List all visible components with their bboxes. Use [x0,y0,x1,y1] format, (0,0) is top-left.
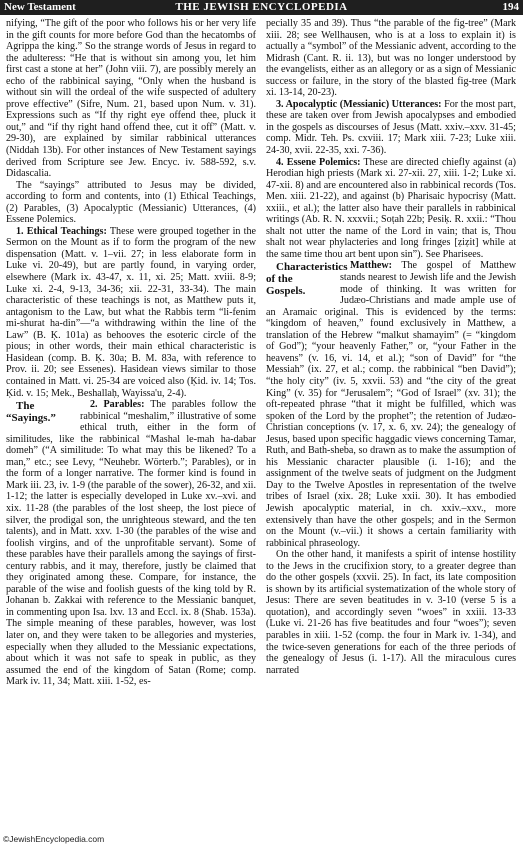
heading-apocalyptic: 3. Apocalyptic (Messianic) Utterances: [276,98,442,110]
header-publication-title: THE JEWISH ENCYCLOPEDIA [175,1,348,13]
paragraph-fig-tree: pecially 35 and 39). Thus “the parable of the fig-tree” (Mark xiii. 28; see Wellhausen, who is at a loss to explain it) is actually a “symbol” of the Messianic advent, according to the Midrash (Cant. R. ii. 13), but was no longer understood by the evangelists, either as an allegory or as a sign of Messianic success or failure, in the story of the blasted fig-tree (Mark xi. 13-14, 20-23). [266,18,516,99]
left-column [6,18,256,828]
sidehead-sayings: The “Sayings.” [6,400,56,425]
paragraph-sayings-parallels: nifying, “The gift of the poor who follows his or her very life in the gift counts for more before God than the hecatombs of Agrippa the king.” So the strange words of Jesus in regard to the adulteress: “He that is without sin among you, let him first cast a stone at her” (John viii. 7), are possibly merely an echo of the rabbinical saying, “Only when the husband is without sin will the ordeal of the wife suspected of adultery prove effective” (Sifre, Num. 21, based upon Num. v. 31). Expressions such as “If thy right eye offend thee, pluck it out,” and “if thy right hand offend thee, cut it off” (Matt. v. 29-30), are explained by similar rabbinical utterances (Niddah 13b). For other instances of New Testament sayings derived from Scripture see Jew. Encyc. iv. 588-592, s.v. Didascalia. [6,18,256,180]
page-header [0,0,523,15]
heading-parables: 2. Parables: [90,399,145,411]
right-column [266,18,516,828]
text-essene-polemics: These are directed chiefly against (a) Herodian high priests (Mark xi. 27-xii. 27, xiii. 1-2; Luke xi. 47-xii. 8) and are encountered also in rabbinical records (Tos. Men. xiii. 21-22), and against (b) Pharisaic hypocrisy (Matt. xxiii., et al.); the latter also have their parallels in rabbinical writings (Ab. R. N. xxxvii.; Soṭah 22b; Pesiḳ. R. xxii.: “Thou shalt not utter the name of the Lord in vain; that is, Thou shalt not wear phylacteries and long fringes [ẓiẓit] while at the same time thou art bent upon sin”). See Pharisees. [266,156,516,260]
paragraph-parables [6,399,256,688]
copyright-footer: ©JewishEncyclopedia.com [3,834,105,844]
text-ethical-teachings: These were grouped together in the Sermon on the Mount as if to form the program of the new dispensation (Matt. v. 1–vii. 27; in less elaborate form in Luke vi. 20-49), but are partly found, in varying order, elsewhere (Mark ix. 43-47, x. 11, xi. 25; Matt. xviii. 8-9; Luke xi. 2-4, 9-13, 34-36; xii. 22-31, 33-34). The main characteristic of these teachings is not, as Matthew puts it, antagonism to the Law, but what the Rabbis term “li-fenim mi-shurat ha-din”—“a withdrawing within the line of the Law” (B. Ḳ. 101a) as behooves the esoteric circle of the pious; in other words, their main ethical characteristic is Hasidean (comp. B. Ḳ. 30a; B. M. 83a, with reference to Prov. ii. 20; see Essenes). Hasidean views similar to those contained in Matt. vi. 25-34 are voiced also (Ḳid. iv. 14; Tos. Ḳid. v. 15; Mek., Beshallaḥ, Wayissa'u, 2-4). [6,225,256,399]
header-page-number: 194 [502,1,519,13]
text-matthew: The gospel of Matthew stands nearest to Jewish life and the Jewish mode of thinking. It was written for Judæo-Christians and made ample use of an Aramaic original. This is evidenced by the terms: “kingdom of heaven,” found exclusively in Matthew, a translation of the Hebrew “malkut shamayim” (= “kingdom of God”); “your heavenly Father,” or, “your Father in the heavens” (v. 16, vi. 14, et al.); “son of David” for “the Messiah” (ix. 27, et al.; comp. the rabbinical “ben David”); “the holy city” (iv. 5, xxvii. 53) and “the city of the great King” (v. 35) for “Jerusalem”; “God of Israel” (xv. 31); the oft-repeated phrase “that it might be fulfilled, which was spoken of the Lord by the prophet”; the retention of Judæo-Christian conceptions (v. 17, x. 6, xv. 24); the genealogy of Jesus, based upon specific haggadic views concerning Tamar, Ruth, and Bath-sheba, so drawn as to make the assumption of his Messianic character plausible (i. 1-16); and the assignment of the twelve seats of judgment on the Judgment Day to the Twelve Apostles in representation of the twelve tribes of Israel (xix. 28; Luke xxii. 30). It has embodied Jewish apocalyptic material, in ch. xxiv.–xxv., more extensively than have the other gospels; and in the Sermon on the Mount (v.–vii.) it shows a certain familiarity with rabbinical phraseology. [266,260,516,549]
paragraph-ethical-teachings [6,226,256,399]
paragraph-matthew [266,260,516,549]
paragraph-sayings-division: The “sayings” attributed to Jesus may be divided, according to form and contents, into (1) Ethical Teachings, (2) Parables, (3) Apocalyptic (Messianic) Utterances, (4) Essene Polemics. [6,179,256,226]
paragraph-apocalyptic [266,99,516,157]
heading-matthew: Matthew: [350,260,393,272]
paragraph-hostility: On the other hand, it manifests a spirit of intense hostility to the Jews in the crucifixion story, to a greater degree than do the other gospels (xxvii. 25). In fact, its late composition is shown by its artificial systematization of the whole story of Jesus: There are seven beatitudes in v. 3-10 (verse 5 is a quotation), and accordingly seven “woes” in xxiii. 13-33 (Luke vi. 21-26 has five beatitudes and four “woes”); seven parables in xiii. 1-52 (comp. the four in Mark iv. 1-34), and the twice-seven generations for each of the three periods of the genealogy of Jesus (i. 1-17). All the miraculous cures narrated [266,549,516,676]
text-apocalyptic: For the most part, these are taken over from Jewish apocalypses and embodied in the gospels as discourses of Jesus (Matt. xxiv.–xxv. 31-45; comp. Midr. Teh. Ps. cxviii. 17; Mark xiii. 7-23; Luke xiii. 24-30, xvii. 22-35, xxi. 7-36). [266,98,516,157]
header-section-title: New Testament [4,1,76,13]
text-parables: The parables follow the rabbinical “meshalim,” illustrative of some ethical truth, either in the form of similitudes, like the rabbinical “Mashal le-mah ha-dabar domeh” (“A similitude: To what may this be likened? To a man,” etc.; see Levy, “Neuhebr. Wörterb.”; Parables), or in the form of a longer narrative. The former kind is found in Mark iii. 23, iv. 1-9 (the parable of the sower), 26-32, and xii. 1-12; the latter is especially developed in Luke xv.–xvi. and xix. 11-28 (the parables of the lost sheep, the lost piece of silver, the prodigal son, the unrighteous steward, and the ten talents), and in Matt. xxv. 1-30 (the parables of the wise and foolish virgins, and of the unprofitable servant). Some of these parables have their parallels among the sayings of first-century rabbis, and it may, therefore, justly be claimed that they originated among these. Compare, for instance, the parable of the wise and foolish guests of the king told by R. Johanan b. Zakkai with reference to the Messianic banquet, in commenting upon Isa. lxv. 13 and Eccl. ix. 8 (Shab. 153a). The simple meaning of these parables, however, was lost later on, and they were taken to be allegories and mysteries, especially when they alluded to the Messianic expectations, about which it was not safe to speak in public, as they assumed the end of the kingdom of Satan (Rome; comp. Mark iv. 11, 34; Matt. xiii. 1-52, es- [6,399,256,688]
heading-essene-polemics: 4. Essene Polemics: [276,156,361,168]
sidehead-characteristics: Characteristics of the Gospels. [266,261,348,298]
paragraph-essene-polemics [266,157,516,261]
heading-ethical-teachings: 1. Ethical Teachings: [16,225,107,237]
